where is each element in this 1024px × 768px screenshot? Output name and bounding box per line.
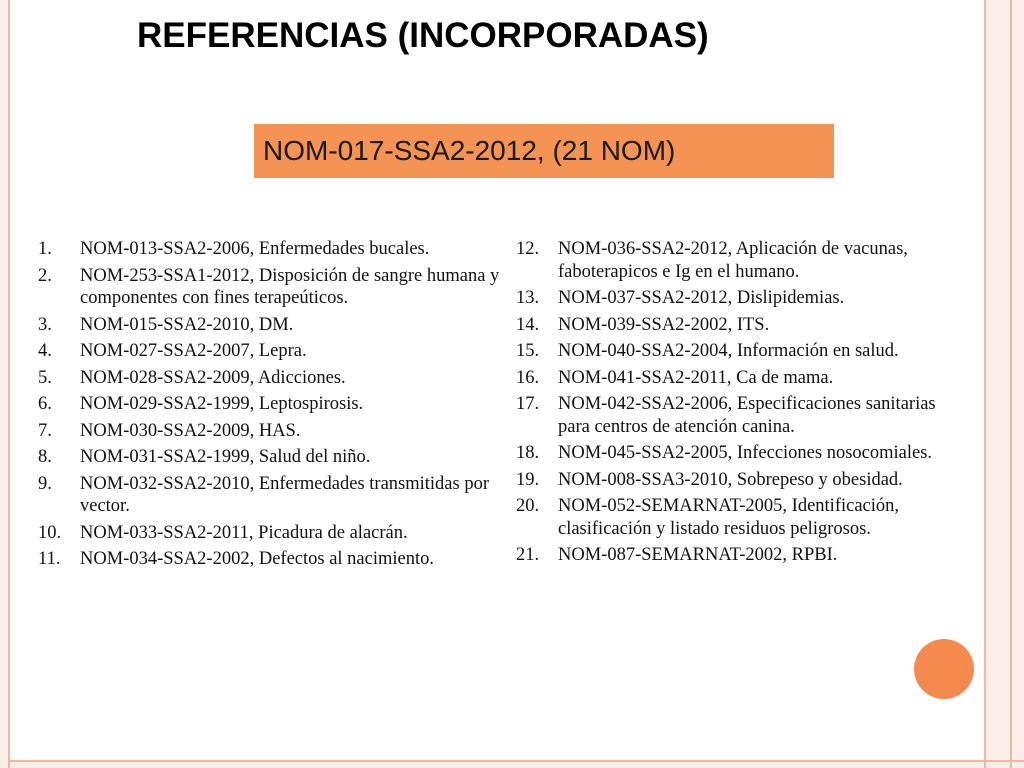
reference-number: 6. [38,394,52,414]
reference-text: NOM-008-SSA3-2010, Sobrepeso y obesidad. [558,469,903,490]
slide-title: REFERENCIAS (INCORPORADAS) [137,16,709,55]
reference-text: NOM-087-SEMARNAT-2002, RPBI. [558,545,838,565]
reference-item [516,238,966,283]
reference-number: 12. [516,239,540,259]
reference-item [516,287,966,310]
reference-number: 11. [38,549,61,569]
references-list-left [38,238,508,575]
right-border-line-inner [984,0,986,768]
reference-number: 18. [516,443,540,463]
reference-text: NOM-027-SSA2-2007, Lepra. [80,341,307,361]
reference-item [516,544,966,567]
reference-item [516,367,966,390]
subtitle-text: NOM-017-SSA2-2012, (21 NOM) [263,135,676,166]
reference-number: 5. [38,367,52,388]
reference-item [38,238,508,261]
reference-item [38,265,508,310]
reference-number: 14. [516,314,540,335]
reference-text: NOM-030-SSA2-2009, HAS. [80,420,301,441]
reference-item [516,442,966,465]
decorative-circle [914,639,974,699]
reference-text: NOM-253-SSA1-2012, Disposición de sangre humana y componentes con fines terapeúticos. [80,265,500,308]
reference-item [38,548,508,571]
reference-text: NOM-042-SSA2-2006, Especificaciones sanitarias para centros de atención canina. [558,394,936,437]
reference-number: 8. [38,447,52,467]
reference-text: NOM-029-SSA2-1999, Leptospirosis. [80,394,364,414]
reference-item [38,314,508,337]
references-list-right [516,238,966,571]
subtitle-box [254,124,834,178]
reference-text: NOM-032-SSA2-2010, Enfermedades transmitidas por vector. [80,473,489,516]
reference-number: 13. [516,288,540,308]
reference-text: NOM-037-SSA2-2012, Dislipidemias. [558,288,845,308]
reference-text: NOM-033-SSA2-2011, Picadura de alacrán. [80,522,408,543]
reference-number: 16. [516,367,540,388]
reference-number: 19. [516,469,540,490]
reference-item [38,420,508,443]
reference-text: NOM-036-SSA2-2012, Aplicación de vacunas, faboterapicos e Ig en el humano. [558,239,908,282]
reference-number: 20. [516,496,540,516]
reference-number: 17. [516,394,540,414]
reference-item [516,340,966,363]
reference-number: 3. [38,314,52,335]
right-border-line-outer [1010,0,1012,768]
reference-number: 4. [38,341,52,361]
reference-item [38,522,508,545]
reference-item [516,495,966,540]
reference-item [516,469,966,492]
reference-item [516,314,966,337]
reference-number: 10. [38,522,62,543]
reference-item [38,473,508,518]
bottom-border-line [8,760,1024,762]
reference-number: 1. [38,239,52,259]
reference-item [38,367,508,390]
reference-item [38,340,508,363]
reference-number: 21. [516,545,540,565]
reference-text: NOM-015-SSA2-2010, DM. [80,314,294,335]
reference-item [38,446,508,469]
reference-number: 7. [38,420,52,441]
reference-item [516,393,966,438]
reference-number: 9. [38,473,52,494]
reference-text: NOM-045-SSA2-2005, Infecciones nosocomiales. [558,443,933,463]
reference-text: NOM-052-SEMARNAT-2005, Identificación, clasificación y listado residuos peligrosos. [558,496,900,539]
reference-item [38,393,508,416]
reference-number: 15. [516,341,540,361]
reference-text: NOM-040-SSA2-2004, Información en salud. [558,341,899,361]
reference-text: NOM-034-SSA2-2002, Defectos al nacimiento. [80,549,435,569]
reference-text: NOM-041-SSA2-2011, Ca de mama. [558,367,834,388]
reference-text: NOM-039-SSA2-2002, ITS. [558,314,770,335]
reference-text: NOM-028-SSA2-2009, Adicciones. [80,367,346,388]
reference-number: 2. [38,265,52,286]
reference-text: NOM-031-SSA2-1999, Salud del niño. [80,447,371,467]
reference-text: NOM-013-SSA2-2006, Enfermedades bucales. [80,239,430,259]
